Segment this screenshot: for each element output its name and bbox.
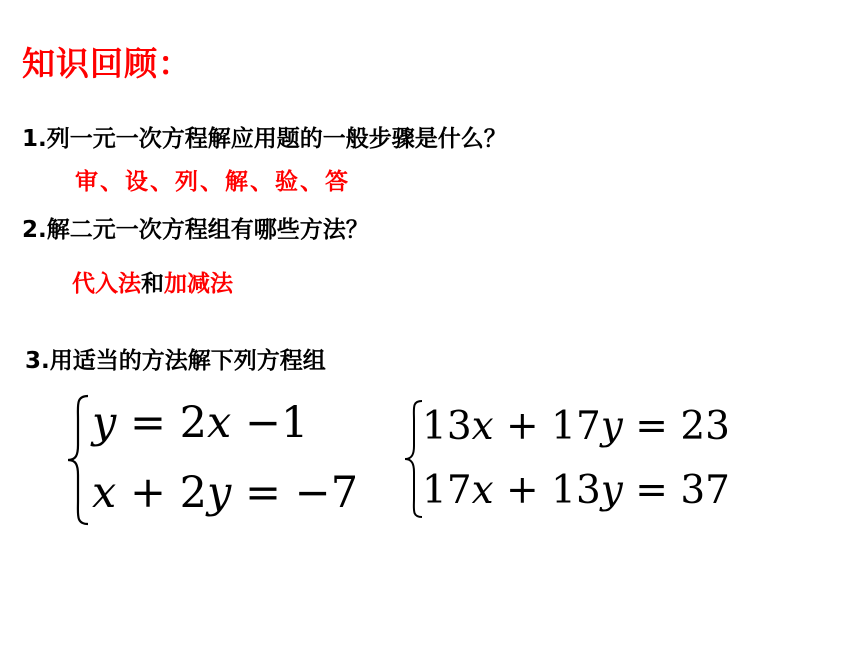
operator: + [129, 468, 166, 518]
question-2: 2.解二元一次方程组有哪些方法？ [22, 217, 369, 243]
coefficient: 13 [551, 468, 601, 513]
constant: 23 [680, 404, 730, 449]
var: y [600, 404, 623, 449]
coefficient: 17 [551, 404, 601, 449]
question-1: 1.列一元一次方程解应用题的一般步骤是什么？ [22, 126, 507, 152]
operator: = [635, 468, 668, 513]
page-title: 知识回顾： [22, 44, 192, 83]
operator: = [635, 404, 668, 449]
operator: + [506, 468, 539, 513]
var: x [471, 404, 494, 449]
operator: = [244, 468, 281, 518]
operator: = [129, 398, 166, 448]
system1-equation-2 [92, 468, 358, 518]
var: x [207, 398, 232, 448]
method-elimination: 加减法 [164, 271, 233, 297]
coefficient: 17 [422, 468, 472, 513]
coefficient: 2 [179, 468, 207, 518]
var: x [92, 468, 117, 518]
answer-1: 审、设、列、解、验、答 [75, 169, 350, 195]
coefficient: 2 [179, 398, 208, 448]
method-substitution: 代入法 [72, 271, 141, 297]
question-3: 3.用适当的方法解下列方程组 [25, 348, 326, 374]
system2-equation-1 [422, 404, 730, 450]
answer-2 [72, 265, 233, 298]
operator: + [506, 404, 539, 449]
system1-equation-1 [92, 398, 308, 448]
connector-text: 和 [141, 271, 164, 297]
var: y [600, 468, 623, 513]
left-brace-icon [62, 393, 94, 527]
coefficient: 13 [422, 404, 472, 449]
constant: 1 [281, 398, 309, 448]
system2-equation-2 [422, 468, 730, 514]
operator: − [244, 398, 281, 448]
var: y [207, 468, 232, 518]
constant: 37 [680, 468, 730, 513]
var: y [92, 398, 117, 448]
var: x [471, 468, 494, 513]
constant: −7 [294, 468, 359, 518]
